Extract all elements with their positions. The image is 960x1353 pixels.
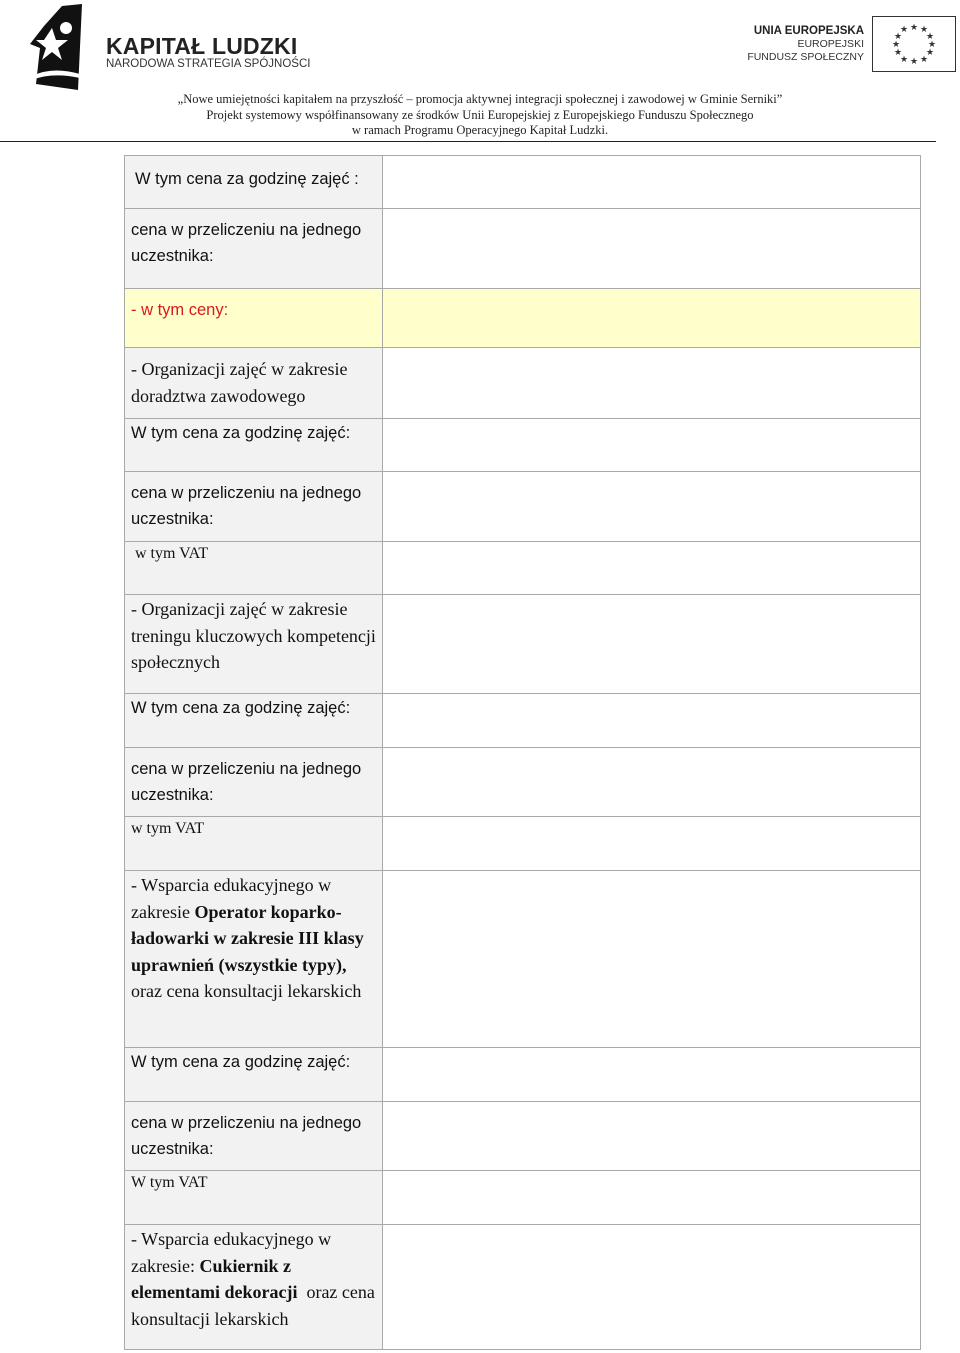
label-cell bbox=[125, 748, 383, 817]
document-header bbox=[0, 0, 960, 142]
eu-fund-line2: FUNDUSZ SPOŁECZNY bbox=[747, 51, 864, 63]
logo-title: KAPITAŁ LUDZKI bbox=[106, 33, 298, 59]
value-cell[interactable] bbox=[383, 595, 921, 694]
table-row bbox=[125, 289, 921, 348]
table-row bbox=[125, 348, 921, 419]
label-cell bbox=[125, 289, 383, 348]
confectioner-support-label bbox=[125, 1225, 382, 1332]
table-row bbox=[125, 694, 921, 748]
excavator-operator-support-label bbox=[125, 871, 382, 1005]
value-cell[interactable] bbox=[383, 156, 921, 209]
label-text-suffix: oraz cena konsultacji lekarskich bbox=[131, 1282, 380, 1329]
svg-text:★: ★ bbox=[909, 23, 919, 33]
kapital-ludzki-logo-icon bbox=[22, 4, 86, 92]
price-per-participant-label: cena w przeliczeniu na jednego uczestnika: bbox=[131, 484, 362, 528]
table-row bbox=[125, 472, 921, 542]
price-form-table bbox=[124, 155, 921, 1350]
label-cell bbox=[125, 542, 383, 595]
course-name: Cukiernik z elementami dekoracji bbox=[131, 1255, 298, 1302]
svg-text:★: ★ bbox=[891, 40, 901, 50]
table-row bbox=[125, 209, 921, 289]
social-skills-training-label: - Organizacji zajęć w zakresie treningu kluczowych kompetencji społecznych bbox=[131, 599, 376, 672]
label-cell bbox=[125, 595, 383, 694]
table-row bbox=[125, 1048, 921, 1102]
value-cell[interactable] bbox=[383, 209, 921, 289]
table-row bbox=[125, 1102, 921, 1171]
price-per-hour-label: W tym cena za godzinę zajęć: bbox=[131, 424, 351, 442]
label-cell bbox=[125, 694, 383, 748]
svg-text:★: ★ bbox=[899, 55, 909, 65]
project-line-1: „Nowe umiejętności kapitałem na przyszłość – promocja aktywnej integracji społecznej i zawodowej w Gminie Serniki” bbox=[177, 92, 783, 106]
label-cell bbox=[125, 472, 383, 542]
svg-text:★: ★ bbox=[925, 48, 935, 58]
table-row bbox=[125, 748, 921, 817]
svg-text:★: ★ bbox=[927, 40, 937, 50]
svg-text:★: ★ bbox=[893, 32, 903, 42]
svg-text:★: ★ bbox=[919, 25, 929, 35]
eu-flag-icon bbox=[872, 16, 956, 72]
vat-label: w tym VAT bbox=[131, 545, 209, 562]
svg-text:★: ★ bbox=[909, 57, 919, 67]
table-row bbox=[125, 1225, 921, 1350]
including-prices-label: - w tym ceny: bbox=[131, 301, 229, 319]
header-divider bbox=[0, 141, 936, 142]
label-text-suffix: oraz cena konsultacji lekarskich bbox=[131, 981, 362, 1001]
table-row bbox=[125, 156, 921, 209]
label-cell bbox=[125, 419, 383, 472]
project-line-2: Projekt systemowy współfinansowany ze środków Unii Europejskiej z Europejskiego Funduszu Społecznego bbox=[206, 107, 754, 122]
label-cell bbox=[125, 1048, 383, 1102]
value-cell[interactable] bbox=[383, 748, 921, 817]
label-cell bbox=[125, 1102, 383, 1171]
value-cell[interactable] bbox=[383, 1102, 921, 1171]
value-cell[interactable] bbox=[383, 419, 921, 472]
table-row bbox=[125, 1171, 921, 1225]
price-per-hour-label: W tym cena za godzinę zajęć: bbox=[131, 699, 351, 717]
price-per-hour-label: W tym cena za godzinę zajęć : bbox=[135, 170, 359, 188]
project-description bbox=[0, 92, 960, 139]
price-per-hour-label: W tym cena za godzinę zajęć: bbox=[131, 1053, 351, 1071]
svg-text:★: ★ bbox=[899, 25, 909, 35]
price-per-participant-label: cena w przeliczeniu na jednego uczestnika: bbox=[131, 1114, 362, 1158]
project-line-3: w ramach Programu Operacyjnego Kapitał Ludzki. bbox=[351, 123, 609, 137]
table-row bbox=[125, 817, 921, 871]
price-per-participant-label: cena w przeliczeniu na jednego uczestnika: bbox=[131, 760, 362, 804]
logo-subtitle: NARODOWA STRATEGIA SPÓJNOŚCI bbox=[106, 58, 311, 70]
career-counseling-label: - Organizacji zajęć w zakresie doradztwa zawodowego bbox=[131, 359, 348, 406]
eu-name: UNIA EUROPEJSKA bbox=[753, 25, 864, 37]
value-cell[interactable] bbox=[383, 871, 921, 1048]
course-name: Operator koparko-ładowarki w zakresie III klasy uprawnień (wszystkie typy), bbox=[131, 901, 364, 975]
value-cell[interactable] bbox=[383, 1048, 921, 1102]
value-cell[interactable] bbox=[383, 1171, 921, 1225]
eu-text-block bbox=[664, 24, 864, 64]
label-cell bbox=[125, 348, 383, 419]
vat-label: W tym VAT bbox=[131, 1174, 208, 1191]
value-cell[interactable] bbox=[383, 348, 921, 419]
value-cell[interactable] bbox=[383, 1225, 921, 1350]
label-text-prefix: - Wsparcia edukacyjnego w zakresie bbox=[131, 875, 332, 922]
price-per-participant-label: cena w przeliczeniu na jednego uczestnika: bbox=[131, 221, 362, 265]
value-cell[interactable] bbox=[383, 542, 921, 595]
svg-text:★: ★ bbox=[893, 48, 903, 58]
svg-text:★: ★ bbox=[925, 32, 935, 42]
value-cell[interactable] bbox=[383, 817, 921, 871]
value-cell[interactable] bbox=[383, 694, 921, 748]
table-row bbox=[125, 595, 921, 694]
label-cell bbox=[125, 871, 383, 1048]
vat-label: w tym VAT bbox=[131, 820, 205, 837]
label-cell bbox=[125, 817, 383, 871]
table-row bbox=[125, 871, 921, 1048]
value-cell[interactable] bbox=[383, 289, 921, 348]
label-cell bbox=[125, 1225, 383, 1350]
svg-text:★: ★ bbox=[919, 55, 929, 65]
table-row bbox=[125, 542, 921, 595]
table-row bbox=[125, 419, 921, 472]
label-cell bbox=[125, 209, 383, 289]
eu-fund-line1: EUROPEJSKI bbox=[797, 38, 864, 50]
label-cell bbox=[125, 1171, 383, 1225]
label-text-prefix: - Wsparcia edukacyjnego w zakresie: bbox=[131, 1229, 332, 1276]
value-cell[interactable] bbox=[383, 472, 921, 542]
label-cell bbox=[125, 156, 383, 209]
